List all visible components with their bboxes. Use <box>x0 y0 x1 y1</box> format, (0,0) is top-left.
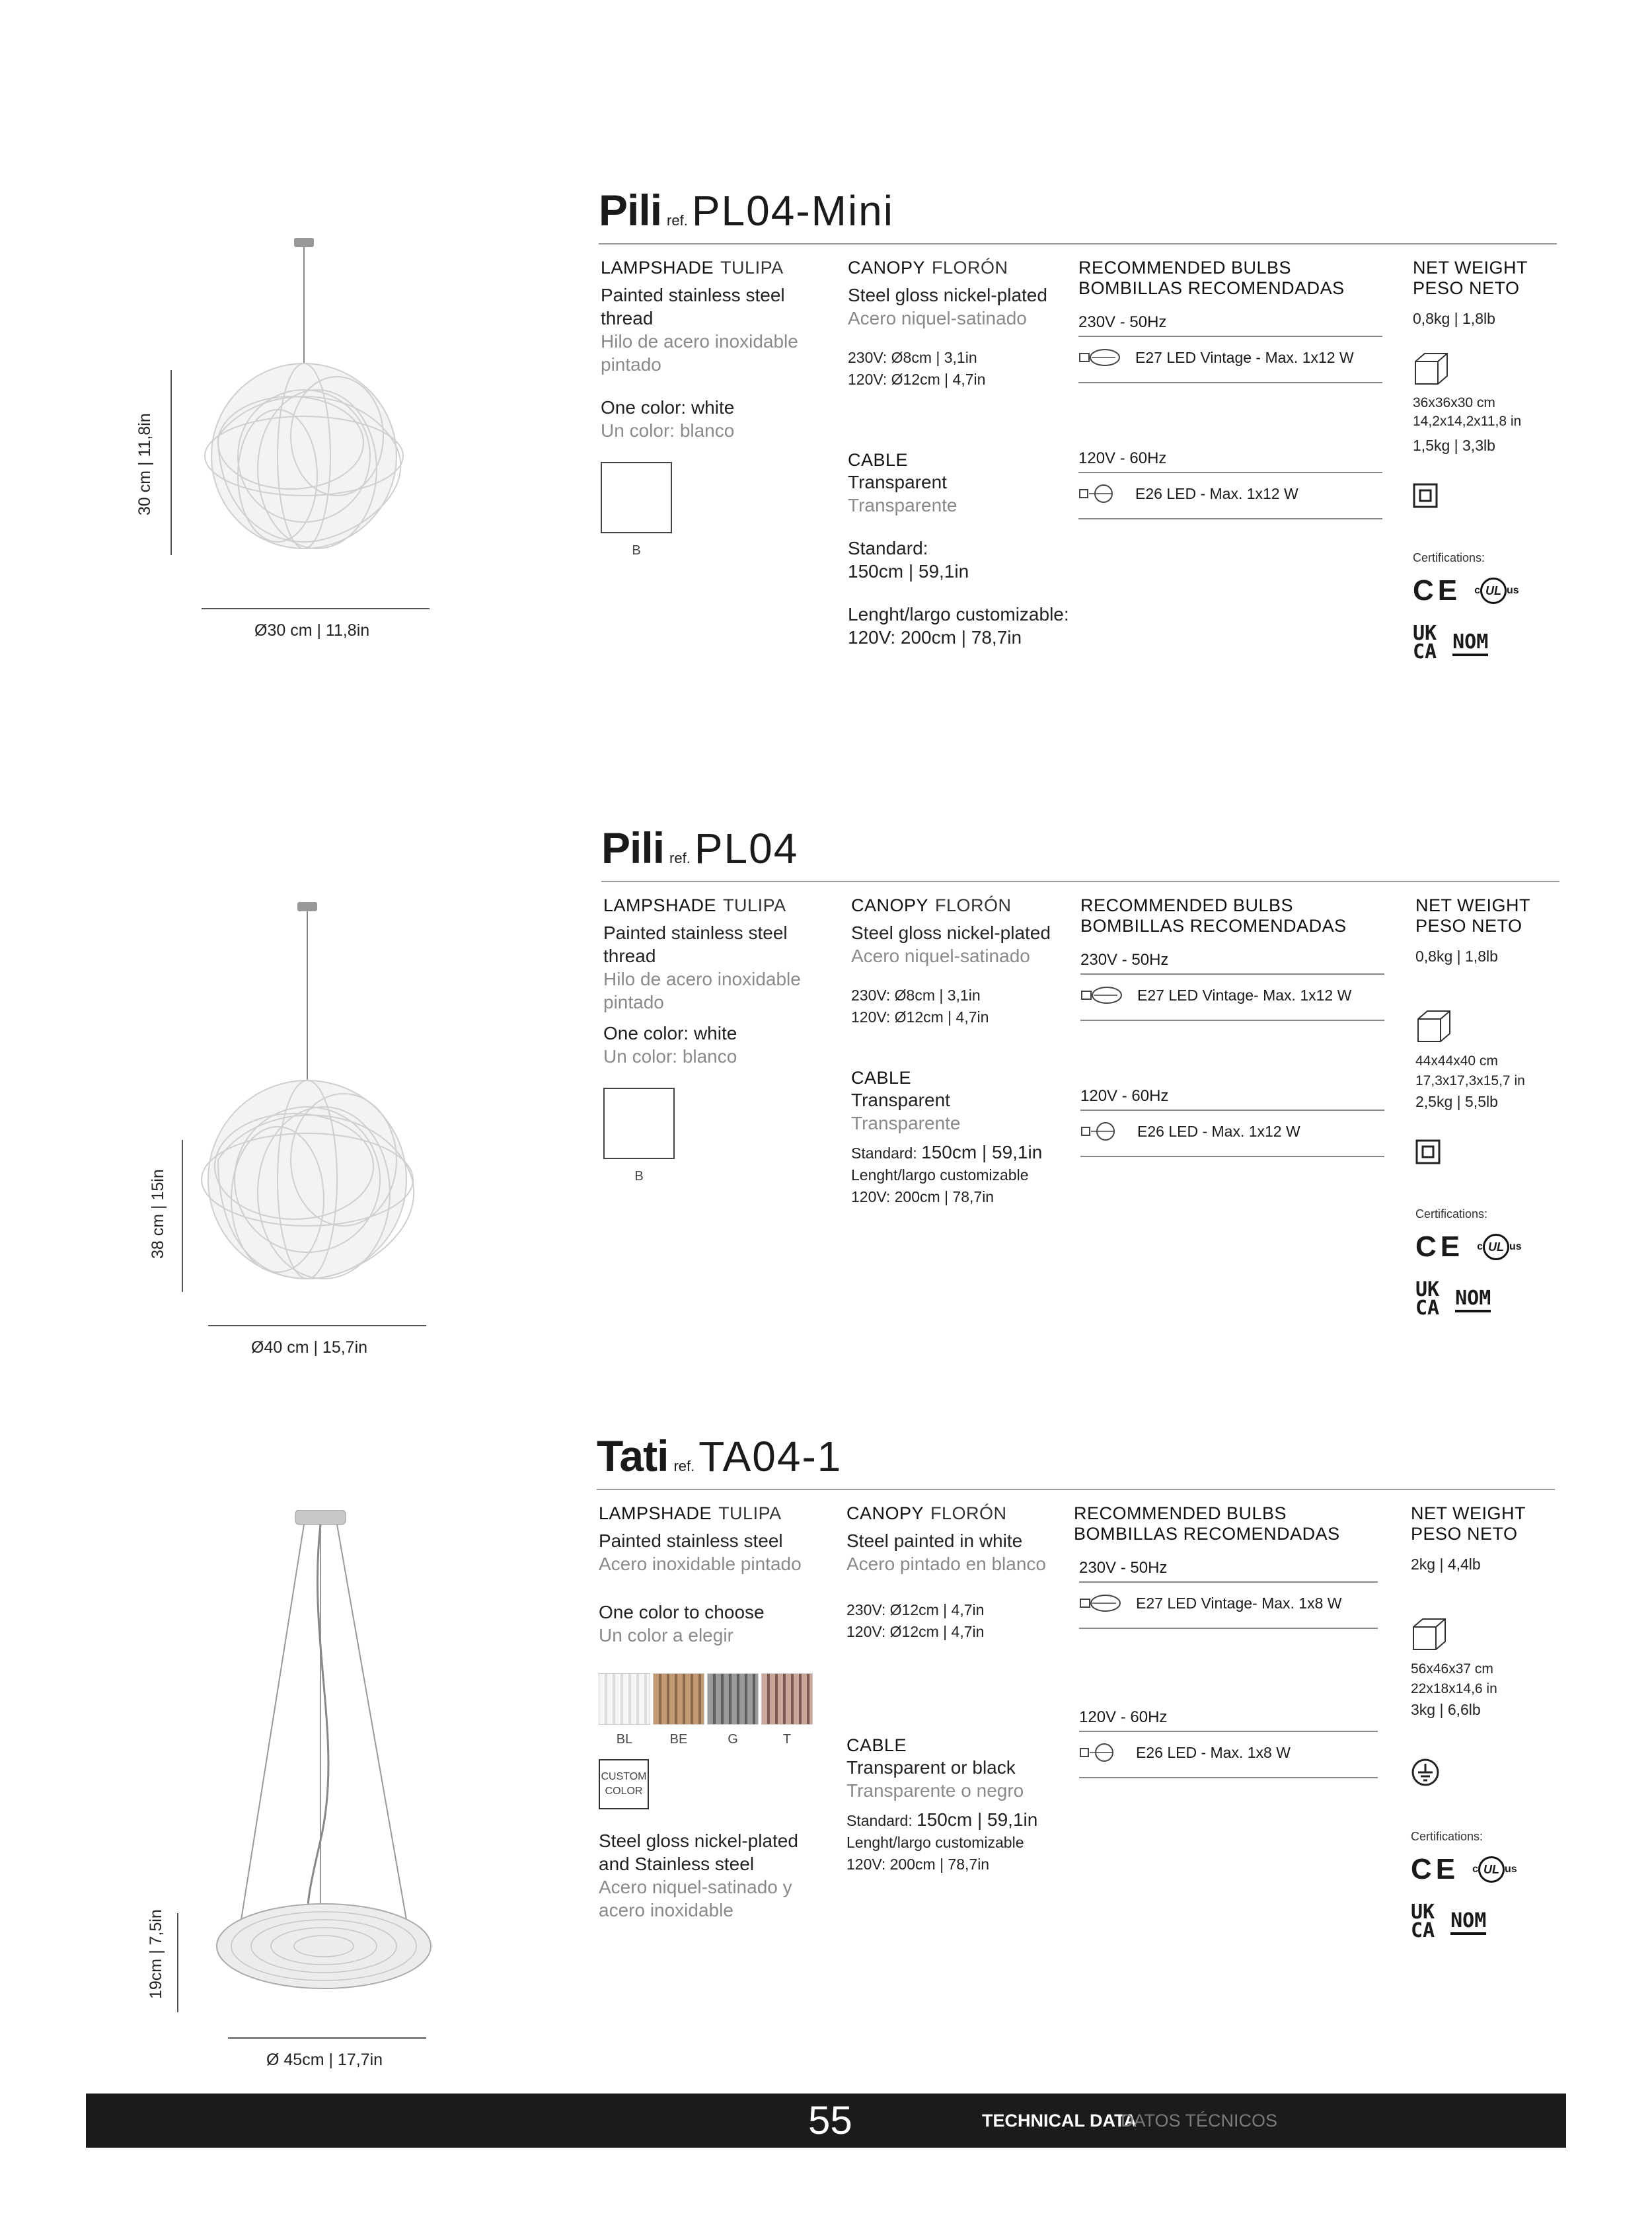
product-title <box>599 185 894 235</box>
product-code: PL04-Mini <box>691 187 894 235</box>
cable-heading: CABLE <box>846 1735 907 1755</box>
cable-custom: 120V: 200cm | 78,7in <box>846 1856 990 1873</box>
bulb-spec-230v: E27 LED Vintage- Max. 1x8 W <box>1136 1594 1342 1612</box>
cable-material: Transparent <box>848 472 947 492</box>
product-code: TA04-1 <box>698 1433 843 1480</box>
swatch-bl[interactable]: BL <box>599 1673 650 1747</box>
lampshade-color: One color: white <box>603 1023 737 1043</box>
bulbs-heading-es: BOMBILLAS RECOMENDADAS <box>1074 1524 1340 1544</box>
net-weight: 0,8kg | 1,8lb <box>1415 948 1498 965</box>
lampshade-heading: LAMPSHADE TULIPA <box>603 895 786 915</box>
lampshade-extra-material-es: Acero niquel-satinado y acero inoxidable <box>599 1877 792 1920</box>
color-swatch-white[interactable] <box>601 462 672 533</box>
ce-mark-icon: CE <box>1411 1853 1460 1885</box>
diameter-dimension: Ø 45cm | 17,7in <box>266 2051 383 2069</box>
canopy-size-120v: 120V: Ø12cm | 4,7in <box>851 1008 989 1026</box>
page-number: 55 <box>808 2098 852 2142</box>
canopy-size-230v: 230V: Ø12cm | 4,7in <box>846 1601 985 1618</box>
diameter-dimension: Ø30 cm | 11,8in <box>254 621 370 640</box>
swatch-group <box>603 1088 828 1184</box>
weight-heading-es: PESO NETO <box>1415 916 1522 936</box>
bulbs-heading-es: BOMBILLAS RECOMENDADAS <box>1078 278 1345 298</box>
weight-heading-es: PESO NETO <box>1411 1524 1518 1544</box>
bulb-line-120v <box>1080 1121 1384 1141</box>
product-name: Pili <box>599 186 662 235</box>
ce-mark-icon: CE <box>1413 574 1462 607</box>
canopy-material-es: Acero niquel-satinado <box>851 946 1030 966</box>
footer-title: TECHNICAL DATA <box>982 2111 1137 2131</box>
canopy-size-230v: 230V: Ø8cm | 3,1in <box>851 987 981 1004</box>
lampshade-material-es: Hilo de acero inoxidable pintado <box>603 969 801 1012</box>
bulbs-heading: RECOMMENDED BULBS <box>1074 1503 1287 1523</box>
product-image-pili <box>185 902 436 1289</box>
weight-column <box>1413 258 1571 661</box>
canopy-size-120v: 120V: Ø12cm | 4,7in <box>848 371 986 388</box>
box-icon <box>1411 1615 1448 1652</box>
bulb-line-120v <box>1078 484 1382 504</box>
color-swatch-grey <box>707 1673 759 1725</box>
product-image-pili-mini <box>178 238 430 558</box>
bulb-icon <box>1078 484 1122 504</box>
weight-heading-es: PESO NETO <box>1413 278 1520 298</box>
swatch-group <box>601 462 819 558</box>
cert-row-2 <box>1413 624 1571 661</box>
bulbs-heading: RECOMMENDED BULBS <box>1078 258 1292 278</box>
nom-mark-icon: NOM <box>1455 1287 1491 1312</box>
bulb-icon <box>1079 1743 1123 1762</box>
cable-material-es: Transparente o negro <box>846 1780 1024 1801</box>
height-dimension: 38 cm | 15in <box>149 1169 167 1259</box>
canopy-material: Steel gloss nickel-plated <box>848 285 1047 305</box>
bulb-icon <box>1080 985 1124 1005</box>
nom-mark-icon: NOM <box>1452 630 1488 656</box>
voltage-120v: 120V - 60Hz <box>1079 1708 1378 1732</box>
product-name: Tati <box>597 1431 669 1480</box>
height-dimension: 19cm | 7,5in <box>147 1909 165 1999</box>
ul-mark-icon: c UL us <box>1474 578 1519 604</box>
cable-material: Transparent or black <box>846 1757 1016 1778</box>
class-ii-icon <box>1413 483 1438 508</box>
canopy-column <box>851 895 1076 1208</box>
bulb-spec-230v: E27 LED Vintage- Max. 1x12 W <box>1137 986 1352 1004</box>
lampshade-color: One color: white <box>601 397 735 418</box>
box-size-in: 14,2x14,2x11,8 in <box>1413 414 1522 429</box>
cable-custom: 120V: 200cm | 78,7in <box>851 1188 995 1205</box>
earth-ground-icon <box>1411 1758 1440 1787</box>
ref-label: ref. <box>673 1458 695 1474</box>
height-dimension-line <box>182 1140 183 1292</box>
lampshade-material: Painted stainless steel <box>599 1530 783 1551</box>
weight-column <box>1415 895 1574 1318</box>
certifications-label: Certifications: <box>1415 1207 1488 1221</box>
cert-row-1 <box>1413 574 1571 607</box>
certifications-label: Certifications: <box>1411 1830 1483 1843</box>
bulb-line-230v <box>1080 985 1384 1005</box>
product-tati <box>0 1431 1652 2069</box>
cert-row-2 <box>1411 1903 1569 1940</box>
canopy-heading: CANOPY FLORÓN <box>846 1503 1007 1523</box>
diameter-dimension-line <box>228 2037 426 2039</box>
ukca-mark-icon: UK CA <box>1411 1901 1435 1942</box>
bulbs-column <box>1078 258 1382 519</box>
lampshade-heading: LAMPSHADE TULIPA <box>601 258 784 278</box>
swatch-label: B <box>634 1169 644 1184</box>
canopy-size-120v: 120V: Ø12cm | 4,7in <box>846 1623 985 1640</box>
cable-heading: CABLE <box>851 1068 912 1088</box>
swatch-be[interactable]: BE <box>653 1673 704 1747</box>
bulb-spec-230v: E27 LED Vintage - Max. 1x12 W <box>1135 348 1354 366</box>
nom-mark-icon: NOM <box>1450 1909 1486 1935</box>
ul-mark-icon: c UL us <box>1477 1234 1522 1260</box>
cable-standard: 150cm | 59,1in <box>848 561 969 582</box>
cable-custom-label: Lenght/largo customizable: <box>848 604 1069 624</box>
swatch-g[interactable]: G <box>707 1673 759 1747</box>
title-divider <box>597 1489 1555 1490</box>
lampshade-color-es: Un color: blanco <box>603 1046 737 1067</box>
lampshade-material-es: Acero inoxidable pintado <box>599 1554 802 1574</box>
color-swatch-white[interactable] <box>603 1088 675 1159</box>
voltage-120v: 120V - 60Hz <box>1078 449 1382 473</box>
net-weight: 0,8kg | 1,8lb <box>1413 310 1495 327</box>
ref-label: ref. <box>669 850 691 866</box>
bulb-icon <box>1080 1121 1124 1141</box>
bulb-spec-120v: E26 LED - Max. 1x12 W <box>1135 484 1298 502</box>
product-title <box>597 1431 842 1481</box>
bulb-230v <box>1080 951 1384 1021</box>
cable-material: Transparent <box>851 1090 950 1110</box>
lampshade-heading: LAMPSHADE TULIPA <box>599 1503 782 1523</box>
swatch-label: B <box>632 543 641 558</box>
swatch-group <box>599 1673 823 1747</box>
bulb-230v <box>1079 1559 1378 1629</box>
gross-weight: 2,5kg | 5,5lb <box>1415 1093 1498 1110</box>
lampshade-material: Painted stainless steel thread <box>603 923 788 966</box>
voltage-120v: 120V - 60Hz <box>1080 1087 1384 1111</box>
height-dimension-line <box>170 370 172 555</box>
canopy-material: Steel gloss nickel-plated <box>851 923 1051 943</box>
lampshade-material-es: Hilo de acero inoxidable pintado <box>601 331 798 375</box>
diameter-dimension-line <box>202 608 430 609</box>
title-divider <box>599 243 1557 245</box>
bulb-icon <box>1078 348 1122 367</box>
product-name: Pili <box>601 823 665 872</box>
cable-material-es: Transparente <box>848 495 957 515</box>
product-pili-mini <box>0 185 1652 813</box>
cable-material-es: Transparente <box>851 1113 961 1133</box>
lampshade-column <box>603 895 828 1184</box>
lampshade-color-es: Un color: blanco <box>601 420 735 441</box>
voltage-230v: 230V - 50Hz <box>1080 951 1384 975</box>
bulb-line-230v <box>1079 1593 1378 1613</box>
cert-row-1 <box>1415 1230 1574 1264</box>
diameter-dimension-line <box>208 1325 426 1326</box>
gross-weight: 3kg | 6,6lb <box>1411 1701 1481 1718</box>
gross-weight: 1,5kg | 3,3lb <box>1413 437 1495 454</box>
product-image-tati <box>211 1510 436 2016</box>
weight-heading: NET WEIGHT <box>1415 895 1531 915</box>
bulbs-column <box>1074 1503 1378 1778</box>
box-size-in: 22x18x14,6 in <box>1411 1681 1497 1696</box>
cable-standard-label: Standard: <box>848 538 928 558</box>
canopy-size-230v: 230V: Ø8cm | 3,1in <box>848 349 977 366</box>
product-title <box>601 823 798 873</box>
canopy-column <box>848 258 1072 649</box>
voltage-230v: 230V - 50Hz <box>1079 1559 1378 1583</box>
height-dimension: 30 cm | 11,8in <box>135 413 154 515</box>
custom-color-button[interactable]: CUSTOM COLOR <box>599 1759 649 1809</box>
box-size-cm: 36x36x30 cm <box>1413 395 1495 410</box>
bulbs-column <box>1080 895 1384 1157</box>
voltage-230v: 230V - 50Hz <box>1078 313 1382 337</box>
cert-row-1 <box>1411 1853 1569 1886</box>
title-divider <box>601 881 1559 882</box>
bulb-230v <box>1078 313 1382 383</box>
color-swatch-terracotta <box>761 1673 813 1725</box>
color-swatch-beige <box>653 1673 704 1725</box>
ce-mark-icon: CE <box>1415 1230 1464 1263</box>
bulb-line-230v <box>1078 348 1382 367</box>
cable-standard-row: Standard: 150cm | 59,1in <box>851 1142 1043 1162</box>
cable-custom-label: Lenght/largo customizable <box>851 1166 1029 1184</box>
weight-column <box>1411 1503 1569 1940</box>
box-icon <box>1415 1007 1452 1044</box>
weight-heading: NET WEIGHT <box>1413 258 1528 278</box>
bulb-icon <box>1079 1593 1123 1613</box>
diameter-dimension: Ø40 cm | 15,7in <box>251 1338 368 1357</box>
canopy-column <box>846 1503 1071 1875</box>
box-size-in: 17,3x17,3x15,7 in <box>1415 1073 1525 1088</box>
canopy-material-es: Acero niquel-satinado <box>848 308 1027 328</box>
box-size-cm: 44x44x40 cm <box>1415 1053 1498 1069</box>
lampshade-material: Painted stainless steel thread <box>601 285 785 328</box>
canopy-material: Steel painted in white <box>846 1530 1023 1551</box>
footer-title-es: DATOS TÉCNICOS <box>1121 2111 1278 2131</box>
lampshade-extra-material: Steel gloss nickel-plated and Stainless steel <box>599 1831 798 1874</box>
canopy-heading: CANOPY FLORÓN <box>851 895 1012 915</box>
product-code: PL04 <box>694 825 799 872</box>
swatch-t[interactable]: T <box>761 1673 813 1747</box>
ukca-mark-icon: UK CA <box>1415 1278 1440 1320</box>
bulb-spec-120v: E26 LED - Max. 1x8 W <box>1136 1743 1291 1761</box>
cable-custom-label: Lenght/largo customizable <box>846 1834 1024 1851</box>
lampshade-column <box>599 1503 823 1922</box>
page-footer <box>86 2094 1566 2148</box>
bulb-120v <box>1079 1708 1378 1778</box>
lampshade-column <box>601 258 819 558</box>
bulbs-heading-es: BOMBILLAS RECOMENDADAS <box>1080 916 1347 936</box>
lampshade-color: One color to choose <box>599 1602 765 1622</box>
bulb-spec-120v: E26 LED - Max. 1x12 W <box>1137 1122 1300 1140</box>
certifications-label: Certifications: <box>1413 551 1485 564</box>
bulb-120v <box>1078 449 1382 519</box>
bulb-line-120v <box>1079 1743 1378 1762</box>
ul-mark-icon: c UL us <box>1472 1856 1517 1883</box>
weight-heading: NET WEIGHT <box>1411 1503 1526 1523</box>
bulb-120v <box>1080 1087 1384 1157</box>
net-weight: 2kg | 4,4lb <box>1411 1556 1481 1573</box>
product-pili <box>0 823 1652 1451</box>
box-size-cm: 56x46x37 cm <box>1411 1661 1493 1677</box>
ukca-mark-icon: UK CA <box>1413 622 1437 663</box>
canopy-material-es: Acero pintado en blanco <box>846 1554 1046 1574</box>
bulbs-heading: RECOMMENDED BULBS <box>1080 895 1294 915</box>
cable-custom: 120V: 200cm | 78,7in <box>848 627 1022 648</box>
color-swatch-white <box>599 1673 650 1725</box>
box-icon <box>1413 350 1450 387</box>
class-ii-icon <box>1415 1139 1441 1164</box>
cable-heading: CABLE <box>848 450 909 470</box>
canopy-heading: CANOPY FLORÓN <box>848 258 1008 278</box>
height-dimension-line <box>177 1913 178 2012</box>
cable-standard-row: Standard: 150cm | 59,1in <box>846 1809 1038 1830</box>
lampshade-color-es: Un color a elegir <box>599 1625 733 1645</box>
cert-row-2 <box>1415 1278 1574 1320</box>
ref-label: ref. <box>667 212 688 229</box>
